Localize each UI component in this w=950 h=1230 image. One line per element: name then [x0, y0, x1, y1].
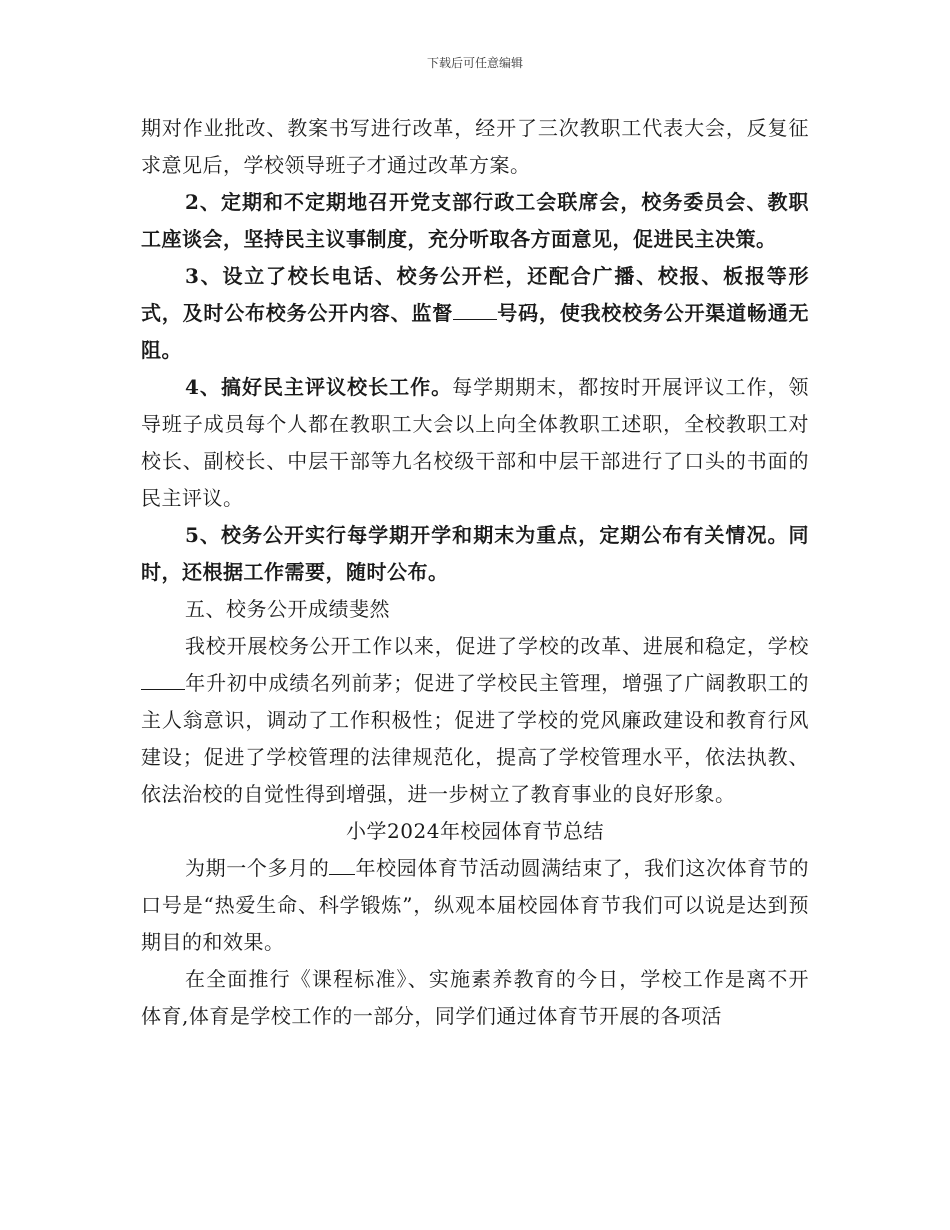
paragraph-3-part-2: 号码，使我校校务公开渠道畅通无阻。 — [141, 301, 809, 362]
fill-blank — [141, 667, 185, 690]
fill-blank — [453, 297, 497, 320]
article-title: 小学2024年校园体育节总结 — [346, 819, 604, 843]
document-body — [141, 110, 809, 1035]
paragraph-5: 5、校务公开实行每学期开学和期末为重点，定期公布有关情况。同时，还根据工作需要，随时公布。 — [141, 523, 809, 584]
paragraph-6-part-1: 我校开展校务公开工作以来，促进了学校的改革、进展和稳定，学校 — [185, 634, 809, 658]
paragraph-8: 在全面推行《课程标准》、实施素养教育的今日，学校工作是离不开体育,体育是学校工作的一部分，同学们通过体育节开展的各项活 — [141, 967, 809, 1028]
paragraph-4-heading: 4、搞好民主评议校长工作。 — [185, 375, 453, 399]
paragraph-4 — [141, 369, 809, 517]
paragraph-4-body: 每学期期末，都按时开展评议工作，领导班子成员每个人都在教职工大会以上向全体教职工述职，全校教职工对校长、副校长、中层干部等九名校级干部和中层干部进行了口头的书面的民主评议。 — [141, 375, 810, 510]
paragraph-7-part-1: 为期一个多月的 — [185, 856, 330, 880]
page-header: 下载后可任意编辑 — [426, 56, 523, 70]
paragraph-7-part-2: 年校园体育节活动圆满结束了，我们这次体育节的口号是“热爱生命、科学锻炼”，纵观本届校园体育节我们可以说是达到预期目的和效果。 — [141, 856, 810, 954]
paragraph-7 — [141, 850, 809, 961]
paragraph-2: 2、定期和不定期地召开党支部行政工会联席会，校务委员会、教职工座谈会，坚持民主议事制度，充分听取各方面意见，促进民主决策。 — [141, 190, 809, 251]
paragraph-1: 期对作业批改、教案书写进行改革，经开了三次教职工代表大会，反复征求意见后，学校领导班子才通过改革方案。 — [141, 116, 809, 177]
section-heading-5: 五、校务公开成绩斐然 — [185, 597, 390, 621]
paragraph-3 — [141, 258, 809, 369]
fill-blank — [329, 852, 355, 875]
paragraph-6 — [141, 628, 809, 813]
paragraph-3-part-1: 3、设立了校长电话、校务公开栏，还配合广播、校报、板报等形式，及时公布校务公开内容、监督 — [141, 264, 809, 325]
paragraph-6-part-2: 年升初中成绩名列前茅；促进了学校民主管理，增强了广阔教职工的主人翁意识，调动了工作积极性；促进了学校的党风廉政建设和教育行风建设；促进了学校管理的法律规范化，提高了学校管理水平，依法执教、依法治校的自觉性得到增强，进一步树立了教育事业的良好形象。 — [141, 671, 809, 806]
